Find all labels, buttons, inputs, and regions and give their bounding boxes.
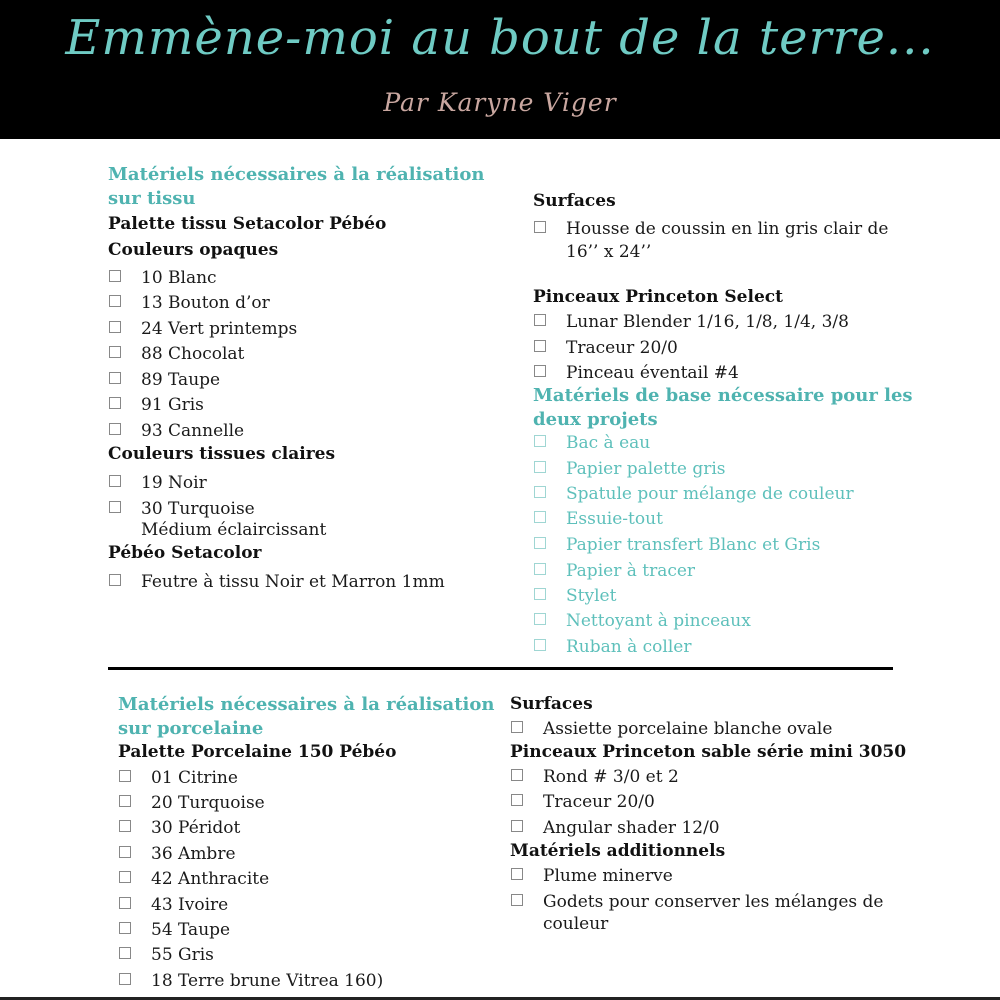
- checklist-item[interactable]: [108, 472, 207, 494]
- checkbox-icon[interactable]: [109, 423, 121, 435]
- item-label: 89 Taupe: [141, 370, 221, 390]
- checklist-item[interactable]: [533, 508, 663, 530]
- checkbox-icon[interactable]: [109, 295, 121, 307]
- checkbox-icon[interactable]: [534, 486, 546, 498]
- porcelaine-heading-line1: Matériels nécessaires à la réalisation: [118, 694, 495, 715]
- checkbox-icon[interactable]: [534, 340, 546, 352]
- checkbox-icon[interactable]: [109, 270, 121, 282]
- item-label: Essuie-tout: [566, 509, 663, 529]
- item-label: 43 Ivoire: [151, 895, 229, 915]
- checkbox-icon[interactable]: [109, 397, 121, 409]
- item-label: Nettoyant à pinceaux: [566, 611, 751, 631]
- item-label: Stylet: [566, 586, 617, 606]
- checkbox-icon[interactable]: [109, 372, 121, 384]
- item-label: Plume minerve: [543, 866, 673, 886]
- checkbox-icon[interactable]: [511, 894, 523, 906]
- checkbox-icon[interactable]: [511, 721, 523, 733]
- item-label: 19 Noir: [141, 473, 207, 493]
- checklist-item[interactable]: [118, 792, 265, 814]
- item-label: Papier transfert Blanc et Gris: [566, 535, 821, 555]
- checklist-item[interactable]: [533, 458, 726, 480]
- tissu-heading: [108, 163, 484, 211]
- checklist-item[interactable]: [108, 498, 255, 520]
- checkbox-icon[interactable]: [534, 461, 546, 473]
- checklist-item[interactable]: [533, 362, 739, 384]
- checkbox-icon[interactable]: [109, 574, 121, 586]
- tissu-opaques-title: Couleurs opaques: [108, 240, 279, 260]
- item-label: Rond # 3/0 et 2: [543, 767, 679, 787]
- item-label: Papier palette gris: [566, 459, 726, 479]
- item-label: Pinceau éventail #4: [566, 363, 739, 383]
- checklist-item[interactable]: [510, 718, 832, 740]
- checklist-item[interactable]: [510, 865, 673, 887]
- item-label: 24 Vert printemps: [141, 319, 298, 339]
- tissu-setacolor-title: Pébéo Setacolor: [108, 543, 262, 563]
- checkbox-icon[interactable]: [534, 537, 546, 549]
- checklist-item[interactable]: [533, 534, 820, 556]
- checkbox-icon[interactable]: [511, 868, 523, 880]
- item-label: Godets pour conserver les mélanges de: [543, 892, 884, 912]
- item-label: Bac à eau: [566, 433, 651, 453]
- checkbox-icon[interactable]: [119, 871, 131, 883]
- checkbox-icon[interactable]: [109, 475, 121, 487]
- checkbox-icon[interactable]: [109, 321, 121, 333]
- base-heading-line2: deux projets: [533, 409, 658, 430]
- surfaces-continuation: 16’’ x 24’’: [566, 242, 652, 262]
- item-label: Traceur 20/0: [543, 792, 655, 812]
- checklist-item[interactable]: [118, 868, 269, 890]
- section-divider: [108, 667, 893, 670]
- item-label: Angular shader 12/0: [543, 818, 720, 838]
- checkbox-icon[interactable]: [534, 588, 546, 600]
- checklist-item[interactable]: [118, 817, 240, 839]
- checklist-item[interactable]: [108, 571, 445, 593]
- item-label: 10 Blanc: [141, 268, 217, 288]
- checklist-item[interactable]: [533, 218, 888, 240]
- checklist-item[interactable]: [118, 970, 383, 992]
- checklist-item[interactable]: [108, 394, 204, 416]
- porcelaine-pinceaux-title: Pinceaux Princeton sable série mini 3050: [510, 742, 907, 762]
- tissu-heading-line1: Matériels nécessaires à la réalisation: [108, 164, 485, 185]
- checklist-item[interactable]: [118, 767, 238, 789]
- additionnels-continuation: couleur: [543, 914, 609, 934]
- item-label: 55 Gris: [151, 945, 214, 965]
- checkbox-icon[interactable]: [119, 770, 131, 782]
- checkbox-icon[interactable]: [119, 973, 131, 985]
- checklist-item[interactable]: [510, 791, 655, 813]
- checklist-item[interactable]: [118, 894, 228, 916]
- item-label: 18 Terre brune Vitrea 160): [151, 971, 384, 991]
- item-label: 91 Gris: [141, 395, 204, 415]
- porcelaine-additionnels-title: Matériels additionnels: [510, 841, 726, 861]
- checkbox-icon[interactable]: [534, 511, 546, 523]
- checkbox-icon[interactable]: [534, 563, 546, 575]
- checklist-item[interactable]: [533, 560, 695, 582]
- checkbox-icon[interactable]: [511, 769, 523, 781]
- checklist-item[interactable]: [118, 843, 236, 865]
- checklist-item[interactable]: [108, 369, 220, 391]
- item-label: 20 Turquoise: [151, 793, 265, 813]
- item-label: 13 Bouton d’or: [141, 293, 270, 313]
- checklist-item[interactable]: [533, 432, 650, 454]
- checkbox-icon[interactable]: [119, 795, 131, 807]
- item-label: Housse de coussin en lin gris clair de: [566, 219, 889, 239]
- item-label: 88 Chocolat: [141, 344, 245, 364]
- header-banner: [0, 0, 1000, 139]
- base-heading: [533, 384, 913, 432]
- checkbox-icon[interactable]: [119, 947, 131, 959]
- checkbox-icon[interactable]: [511, 794, 523, 806]
- checklist-item[interactable]: [108, 292, 270, 314]
- checklist-item[interactable]: [108, 343, 244, 365]
- checkbox-icon[interactable]: [119, 922, 131, 934]
- checklist-item[interactable]: [533, 636, 691, 658]
- item-label: Spatule pour mélange de couleur: [566, 484, 854, 504]
- item-label: 36 Ambre: [151, 844, 236, 864]
- author-byline: Par Karyne Viger: [383, 88, 617, 117]
- checklist-item[interactable]: [533, 483, 854, 505]
- checkbox-icon[interactable]: [109, 346, 121, 358]
- item-label: Ruban à coller: [566, 637, 692, 657]
- base-heading-line1: Matériels de base nécessaire pour les: [533, 385, 913, 406]
- checkbox-icon[interactable]: [534, 314, 546, 326]
- checkbox-icon[interactable]: [534, 639, 546, 651]
- checklist-item[interactable]: [533, 337, 678, 359]
- page-title: Emmène-moi au bout de la terre...: [65, 10, 935, 66]
- checkbox-icon[interactable]: [119, 897, 131, 909]
- checklist-item[interactable]: [533, 585, 616, 607]
- porcelaine-palette-title: Palette Porcelaine 150 Pébéo: [118, 742, 397, 762]
- checklist-item[interactable]: [533, 610, 751, 632]
- item-label: Feutre à tissu Noir et Marron 1mm: [141, 572, 445, 592]
- item-label: Traceur 20/0: [566, 338, 678, 358]
- tissu-surfaces-title: Surfaces: [533, 191, 616, 211]
- item-label: Lunar Blender 1/16, 1/8, 1/4, 3/8: [566, 312, 849, 332]
- item-label: 54 Taupe: [151, 920, 231, 940]
- checkbox-icon[interactable]: [119, 846, 131, 858]
- tissu-pinceaux-title: Pinceaux Princeton Select: [533, 287, 783, 307]
- checklist-item[interactable]: [510, 891, 883, 913]
- checkbox-icon[interactable]: [534, 613, 546, 625]
- claires-note: Médium éclaircissant: [141, 520, 327, 540]
- checklist-item[interactable]: [108, 318, 297, 340]
- tissu-palette-title: Palette tissu Setacolor Pébéo: [108, 214, 387, 234]
- checkbox-icon[interactable]: [511, 820, 523, 832]
- checklist-item[interactable]: [118, 944, 214, 966]
- checklist-item[interactable]: [533, 311, 849, 333]
- checklist-item[interactable]: [510, 817, 720, 839]
- checkbox-icon[interactable]: [534, 435, 546, 447]
- checklist-item[interactable]: [118, 919, 230, 941]
- tissu-heading-line2: sur tissu: [108, 188, 196, 209]
- tissu-claires-title: Couleurs tissues claires: [108, 444, 336, 464]
- item-label: 01 Citrine: [151, 768, 238, 788]
- porcelaine-surfaces-title: Surfaces: [510, 694, 593, 714]
- item-label: 42 Anthracite: [151, 869, 270, 889]
- checklist-item[interactable]: [510, 766, 679, 788]
- checkbox-icon[interactable]: [534, 221, 546, 233]
- checkbox-icon[interactable]: [109, 501, 121, 513]
- porcelaine-heading-line2: sur porcelaine: [118, 718, 264, 739]
- checklist-item[interactable]: [108, 267, 217, 289]
- item-label: 30 Péridot: [151, 818, 241, 838]
- checklist-item[interactable]: [108, 420, 244, 442]
- item-label: 93 Cannelle: [141, 421, 245, 441]
- item-label: 30 Turquoise: [141, 499, 255, 519]
- checkbox-icon[interactable]: [119, 820, 131, 832]
- item-label: Papier à tracer: [566, 561, 696, 581]
- porcelaine-heading: [118, 693, 494, 741]
- item-label: Assiette porcelaine blanche ovale: [543, 719, 833, 739]
- checkbox-icon[interactable]: [534, 365, 546, 377]
